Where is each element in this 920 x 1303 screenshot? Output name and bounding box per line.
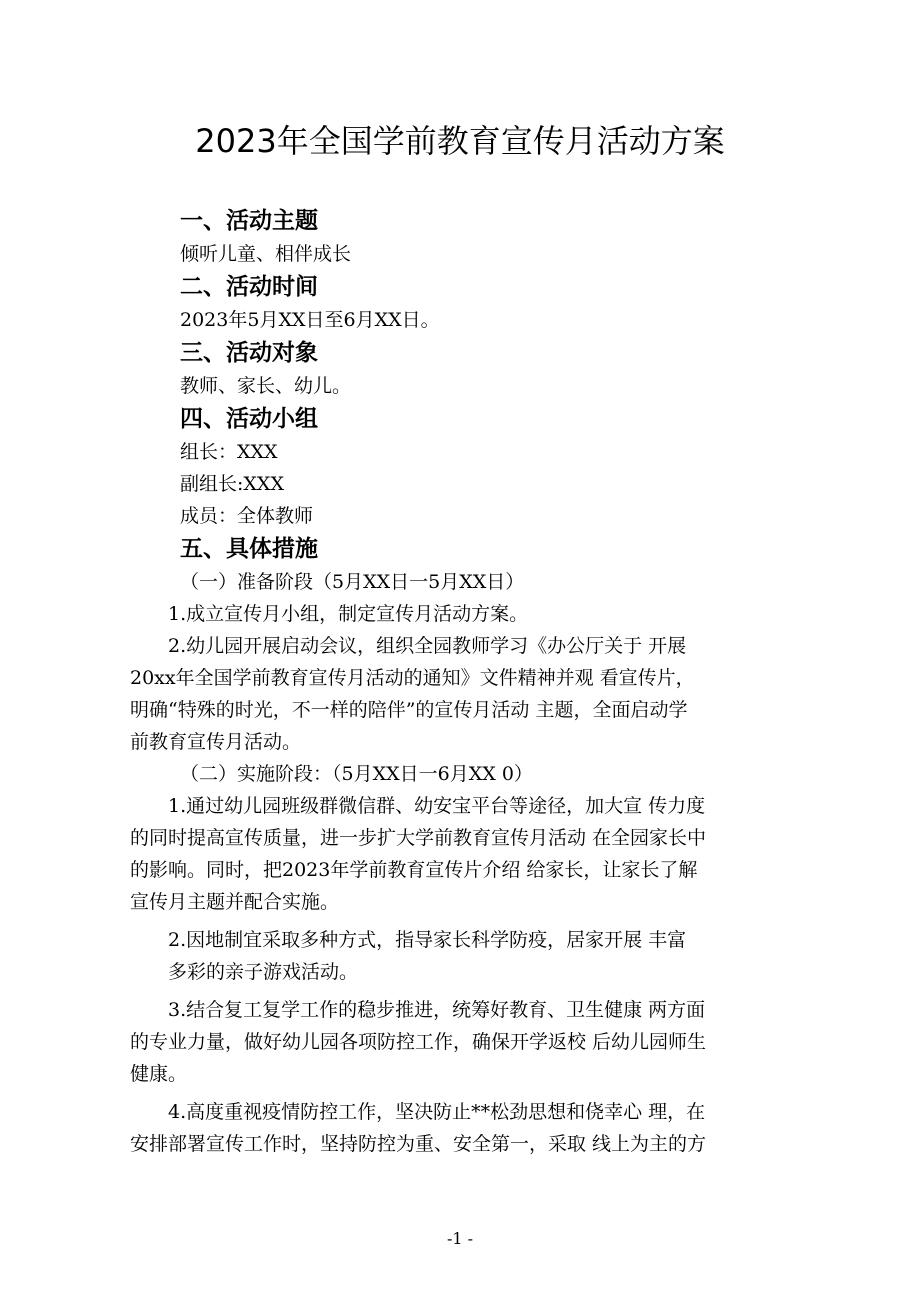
text-line: 前教育宣传月活动。 [130,731,302,753]
audience-text: 教师、家长、幼儿。 [180,375,352,397]
section-heading-theme: 一、活动主题 [180,208,318,234]
prep-stage-heading: （一）准备阶段（5月XX日一5月XX日） [180,571,525,593]
section-heading-group: 四、活动小组 [180,406,318,432]
impl-stage-heading: （二）实施阶段：（5月XX日一6月XX 0） [180,763,533,785]
page-number: -1 - [446,1229,474,1248]
impl-paragraph-4 [130,1096,820,1160]
text-line: 2.幼儿园开展启动会议，组织全园教师学习《办公厅关于 开展 [168,635,687,657]
text-line: 4.高度重视疫情防控工作，坚决防止**松劲思想和侥幸心 理，在 [168,1101,706,1123]
section-heading-measures: 五、具体措施 [180,536,318,562]
document-body [130,204,820,1160]
group-vice-leader: 副组长:XXX [180,473,284,495]
text-line: 健康。 [130,1063,188,1085]
time-text: 2023年5月XX日至6月XX日。 [180,309,440,331]
text-line: 多彩的亲子游戏活动。 [168,961,359,983]
text-line: 20xx年全国学前教育宣传月活动的通知》文件精神并观 看宣传片， [130,667,695,689]
text-line: 的影响。同时，把2023年学前教育宣传片介绍 给家长，让家长了解 [130,859,698,881]
section-heading-time: 二、活动时间 [180,274,318,300]
prep-paragraph-1 [130,598,820,630]
theme-text: 倾听儿童、相伴成长 [180,243,352,265]
text-line: 明确“特殊的时光，不一样的陪伴”的宣传月活动 主题，全面启动学 [130,699,688,721]
section-heading-audience: 三、活动对象 [180,340,318,366]
group-members: 成员：全体教师 [180,505,314,527]
text-line: 宣传月主题并配合实施。 [130,891,340,913]
text-line: 1.通过幼儿园班级群微信群、幼安宝平台等途径，加大宣 传力度 [168,795,706,817]
impl-paragraph-2 [130,924,820,988]
text-line: 的同时提高宣传质量，进一步扩大学前教育宣传月活动 在全园家长中 [130,827,707,849]
text-line: 的专业力量，做好幼儿园各项防控工作，确保开学返校 后幼儿园师生 [130,1031,707,1053]
document-title: 2023年全国学前教育宣传月活动方案 [195,122,725,160]
text-line: 1.成立宣传月小组，制定宣传月活动方案。 [168,603,529,625]
text-line: 3.结合复工复学工作的稳步推进，统筹好教育、卫生健康 两方面 [168,999,706,1021]
group-leader: 组长：XXX [180,441,278,463]
prep-paragraph-2 [130,630,820,758]
impl-paragraph-3 [130,994,820,1090]
text-line: 安排部署宣传工作时，坚持防控为重、安全第一，采取 线上为主的方 [130,1133,707,1155]
impl-paragraph-1 [130,790,820,918]
text-line: 2.因地制宜采取多种方式，指导家长科学防疫，居家开展 丰富 [168,929,687,951]
